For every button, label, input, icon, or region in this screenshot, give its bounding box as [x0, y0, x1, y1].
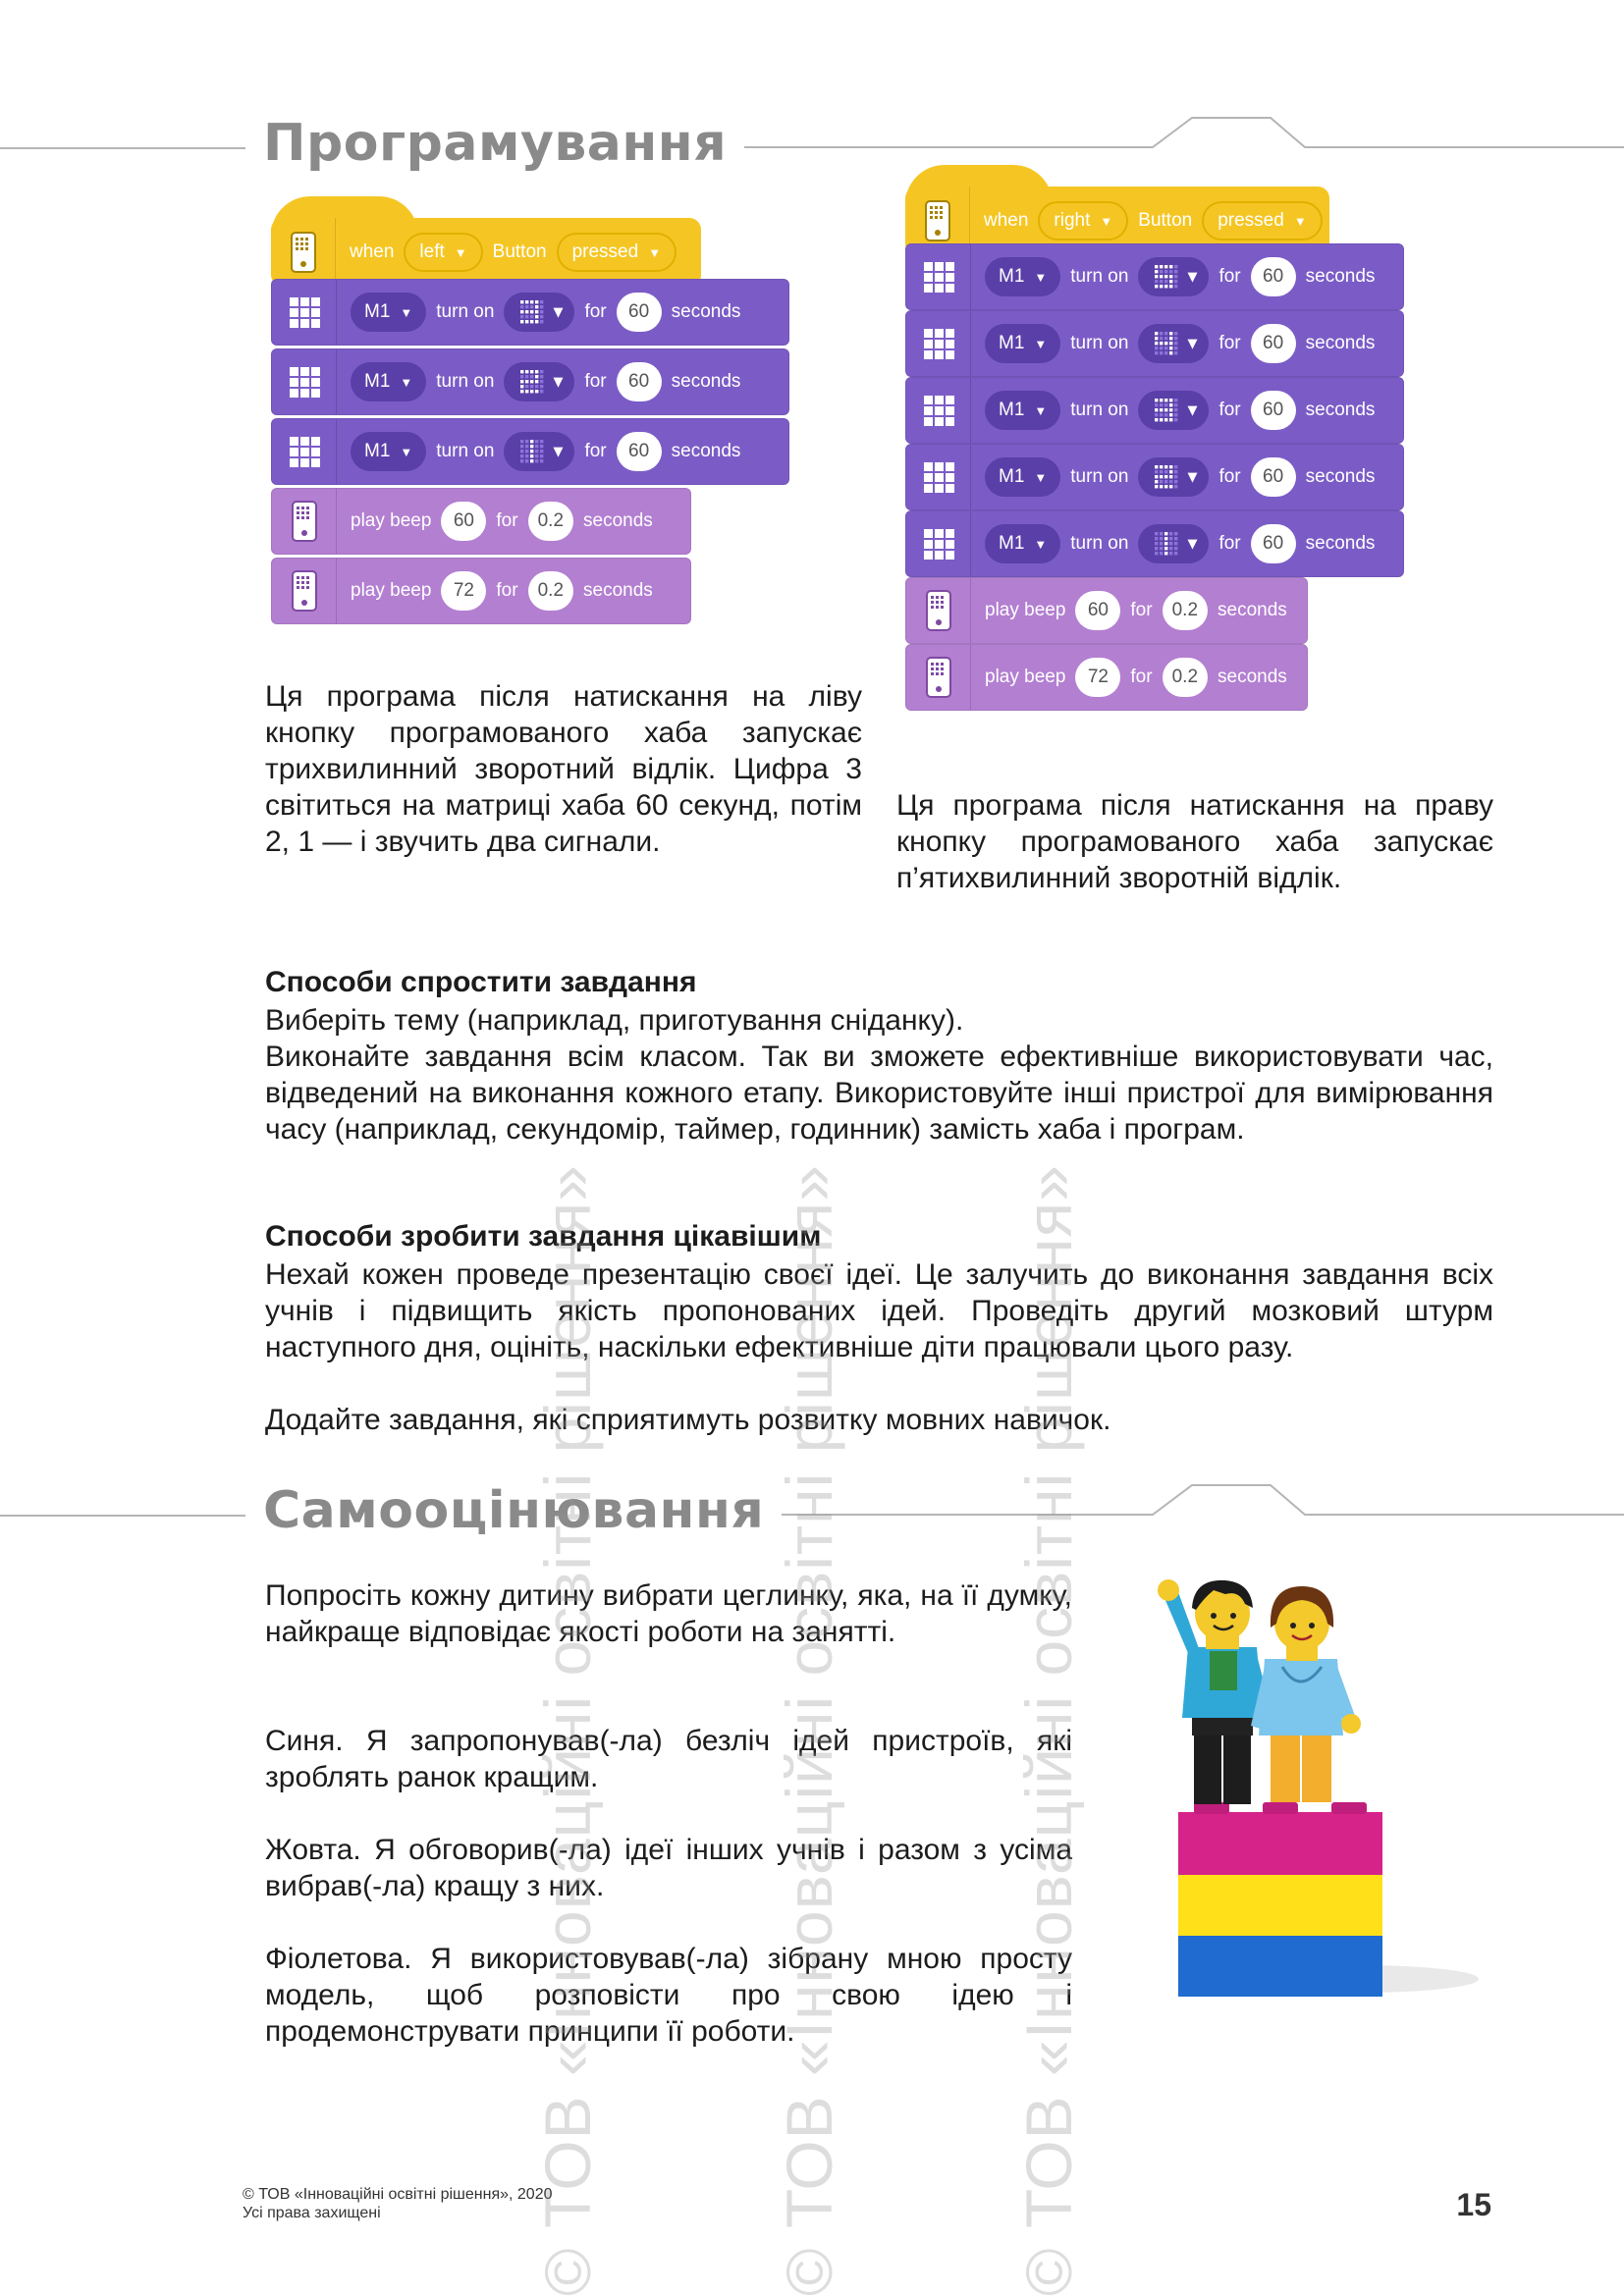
- section-rule-right: [740, 116, 1624, 175]
- port-dropdown[interactable]: M1 ▼: [985, 457, 1060, 497]
- boy-minifigure: [1158, 1579, 1272, 1804]
- button-label: Button: [1138, 210, 1193, 231]
- button-action-dropdown[interactable]: pressed ▼: [557, 233, 677, 272]
- for-label: for: [1218, 400, 1241, 420]
- for-label: for: [496, 510, 518, 531]
- watermark: © ТОВ «Інноваційні освітні рішення»: [1012, 1164, 1085, 2296]
- port-dropdown[interactable]: M1 ▼: [351, 293, 426, 332]
- when-label: when: [984, 210, 1029, 231]
- port-dropdown[interactable]: M1 ▼: [985, 524, 1060, 563]
- interest-line-2: Додайте завдання, які сприятимуть розвитку мовних навичок.: [265, 1404, 1111, 1436]
- play-beep-label: play beep: [985, 600, 1066, 620]
- port-dropdown[interactable]: M1 ▼: [351, 362, 426, 401]
- seconds-label: seconds: [583, 510, 653, 531]
- turn-on-label: turn on: [1070, 333, 1129, 353]
- duration-input[interactable]: 60: [617, 293, 662, 332]
- duration-input[interactable]: 60: [1251, 391, 1296, 430]
- hub-icon: [926, 657, 951, 698]
- button-action-dropdown[interactable]: pressed ▼: [1202, 201, 1322, 240]
- digit-1-icon: [519, 439, 545, 464]
- light-matrix-icon: [289, 296, 320, 328]
- beep-duration-input[interactable]: 0.2: [528, 571, 573, 611]
- port-dropdown[interactable]: M1 ▼: [985, 324, 1060, 363]
- for-label: for: [584, 371, 607, 392]
- duration-input[interactable]: 60: [1251, 324, 1296, 363]
- digit-dropdown[interactable]: ▼: [1138, 391, 1209, 430]
- girl-minifigure: [1251, 1586, 1361, 1802]
- hat-block-left: [271, 218, 701, 287]
- digit-dropdown[interactable]: ▼: [1138, 524, 1209, 563]
- motor-block[interactable]: [905, 377, 1404, 444]
- play-beep-block[interactable]: [271, 488, 691, 555]
- light-matrix-icon: [289, 366, 320, 398]
- button-side-dropdown[interactable]: right ▼: [1038, 201, 1128, 240]
- duration-input[interactable]: 60: [617, 362, 662, 401]
- motor-block[interactable]: [905, 243, 1404, 310]
- light-matrix-icon: [923, 528, 954, 560]
- program-right-description: Ця програма після натискання на праву кнопку програмованого хаба запускає п’ятихвилинний зворотній відлік.: [896, 789, 1493, 894]
- turn-on-label: turn on: [1070, 266, 1129, 287]
- hub-icon: [291, 232, 316, 273]
- for-label: for: [496, 580, 518, 601]
- digit-dropdown[interactable]: ▼: [504, 293, 574, 332]
- beep-duration-input[interactable]: 0.2: [1163, 658, 1208, 697]
- for-label: for: [1218, 266, 1241, 287]
- digit-5-icon: [1154, 264, 1179, 290]
- assessment-yellow: Жовта. Я обговорив(-ла) ідеї інших учнів і разом з усіма вибрав(-ла) кращу з них.: [265, 1834, 1072, 1902]
- light-matrix-icon: [923, 461, 954, 493]
- program-left-description: Ця програма після натискання на ліву кнопку програмованого хаба запускає трихвилинний зворотний відлік. Цифра 3 світиться на матриці хаба 60 секунд, потім 2, 1 — і звучить два сигнали.: [265, 680, 862, 858]
- turn-on-label: turn on: [436, 441, 495, 461]
- hub-icon: [926, 590, 951, 631]
- digit-2-icon: [1154, 464, 1179, 490]
- for-label: for: [1218, 466, 1241, 487]
- seconds-label: seconds: [671, 441, 741, 461]
- page-number: 15: [1456, 2187, 1491, 2222]
- duration-input[interactable]: 60: [617, 432, 662, 471]
- for-label: for: [584, 441, 607, 461]
- simplify-heading: Способи спростити завдання: [265, 966, 697, 998]
- hub-icon: [925, 200, 950, 241]
- button-label: Button: [492, 241, 547, 262]
- beep-duration-input[interactable]: 0.2: [1163, 591, 1208, 630]
- play-beep-label: play beep: [985, 667, 1066, 687]
- hub-icon: [292, 570, 317, 612]
- note-input[interactable]: 72: [441, 571, 486, 611]
- duration-input[interactable]: 60: [1251, 457, 1296, 497]
- turn-on-label: turn on: [436, 301, 495, 322]
- port-dropdown[interactable]: M1 ▼: [985, 257, 1060, 296]
- beep-duration-input[interactable]: 0.2: [528, 502, 573, 541]
- magenta-brick: [1178, 1812, 1382, 1875]
- footer-copyright: © ТОВ «Інноваційні освітні рішення», 2020 Усі права захищені: [243, 2186, 553, 2221]
- port-dropdown[interactable]: M1 ▼: [985, 391, 1060, 430]
- play-beep-label: play beep: [351, 510, 432, 531]
- light-matrix-icon: [289, 436, 320, 467]
- hub-icon: [292, 501, 317, 542]
- seconds-label: seconds: [671, 301, 741, 322]
- play-beep-label: play beep: [351, 580, 432, 601]
- motor-block[interactable]: [905, 444, 1404, 510]
- turn-on-label: turn on: [1070, 533, 1129, 554]
- for-label: for: [1218, 533, 1241, 554]
- assessment-intro: Попросіть кожну дитину вибрати цеглинку, яка, на її думку, найкраще відповідає якості роботи на занятті.: [265, 1579, 1072, 1648]
- note-input[interactable]: 60: [1075, 591, 1120, 630]
- seconds-label: seconds: [1218, 667, 1287, 687]
- watermark: © ТОВ «Інноваційні освітні рішення»: [531, 1164, 604, 2296]
- when-label: when: [350, 241, 395, 262]
- interest-line-1: Нехай кожен проведе презентацію своєї ідеї. Це залучить до виконання завдання всіх учнів і підвищить якість пропонованих ідей. Проведіть другий мозковий штурм наступного дня, оцініть, наскільки ефективніше діти працювали цього разу.: [265, 1258, 1493, 1363]
- for-label: for: [1130, 667, 1153, 687]
- seconds-label: seconds: [1305, 266, 1376, 287]
- for-label: for: [584, 301, 607, 322]
- digit-1-icon: [1154, 531, 1179, 557]
- seconds-label: seconds: [1305, 533, 1376, 554]
- seconds-label: seconds: [1305, 466, 1376, 487]
- blue-brick: [1178, 1934, 1382, 1997]
- section-rule-right: [740, 1483, 1624, 1542]
- simplify-line-2: Виконайте завдання всім класом. Так ви зможете ефективніше використовувати час, відведений на виконання кожного етапу. Використовуйте інші пристрої для вимірювання часу (наприклад, секундомір, таймер, годинник) замість хаба і програм.: [265, 1041, 1493, 1146]
- lego-minifigures-illustration: [1155, 1569, 1479, 2010]
- interest-heading: Способи зробити завдання цікавішим: [265, 1220, 822, 1253]
- button-side-dropdown[interactable]: left ▼: [404, 233, 482, 272]
- seconds-label: seconds: [583, 580, 653, 601]
- watermark: © ТОВ «Інноваційні освітні рішення»: [773, 1164, 845, 2296]
- note-input[interactable]: 72: [1075, 658, 1120, 697]
- motor-block[interactable]: [271, 348, 789, 415]
- assessment-purple: Фіолетова. Я використовував(-ла) зібрану мною просту модель, щоб розповісти про свою ідею і продемонструвати принципи її роботи.: [265, 1943, 1072, 2048]
- duration-input[interactable]: 60: [1251, 524, 1296, 563]
- light-matrix-icon: [923, 395, 954, 426]
- digit-dropdown[interactable]: ▼: [1138, 457, 1209, 497]
- turn-on-label: turn on: [436, 371, 495, 392]
- for-label: for: [1130, 600, 1153, 620]
- seconds-label: seconds: [1305, 333, 1376, 353]
- play-beep-block[interactable]: [905, 644, 1308, 711]
- digit-3-icon: [1154, 398, 1179, 423]
- digit-dropdown[interactable]: ▼: [504, 362, 574, 401]
- seconds-label: seconds: [1218, 600, 1287, 620]
- digit-3-icon: [519, 299, 545, 325]
- light-matrix-icon: [923, 261, 954, 293]
- program-right: [905, 187, 1406, 726]
- motor-block[interactable]: [905, 310, 1404, 377]
- play-beep-block[interactable]: [271, 558, 691, 624]
- light-matrix-icon: [923, 328, 954, 359]
- seconds-label: seconds: [671, 371, 741, 392]
- play-beep-block[interactable]: [905, 577, 1308, 644]
- program-left: [271, 218, 791, 640]
- digit-dropdown[interactable]: ▼: [504, 432, 574, 471]
- motor-block[interactable]: [271, 418, 789, 485]
- seconds-label: seconds: [1305, 400, 1376, 420]
- turn-on-label: turn on: [1070, 466, 1129, 487]
- digit-4-icon: [1154, 331, 1179, 356]
- assessment-blue: Синя. Я запропонував(-ла) безліч ідей пристроїв, які зроблять ранок кращим.: [265, 1725, 1072, 1793]
- port-dropdown[interactable]: M1 ▼: [351, 432, 426, 471]
- turn-on-label: turn on: [1070, 400, 1129, 420]
- duration-input[interactable]: 60: [1251, 257, 1296, 296]
- motor-block[interactable]: [271, 279, 789, 346]
- digit-dropdown[interactable]: ▼: [1138, 324, 1209, 363]
- yellow-brick: [1178, 1873, 1382, 1936]
- section-rule-left: [0, 1515, 245, 1517]
- for-label: for: [1218, 333, 1241, 353]
- note-input[interactable]: 60: [441, 502, 486, 541]
- section-title-self-assessment: Самооцінювання: [257, 1481, 782, 1540]
- section-rule-left: [0, 147, 245, 149]
- digit-2-icon: [519, 369, 545, 395]
- motor-block[interactable]: [905, 510, 1404, 577]
- simplify-line-1: Виберіть тему (наприклад, приготування сніданку).: [265, 1004, 964, 1037]
- section-title-programming: Програмування: [257, 114, 744, 173]
- digit-dropdown[interactable]: ▼: [1138, 257, 1209, 296]
